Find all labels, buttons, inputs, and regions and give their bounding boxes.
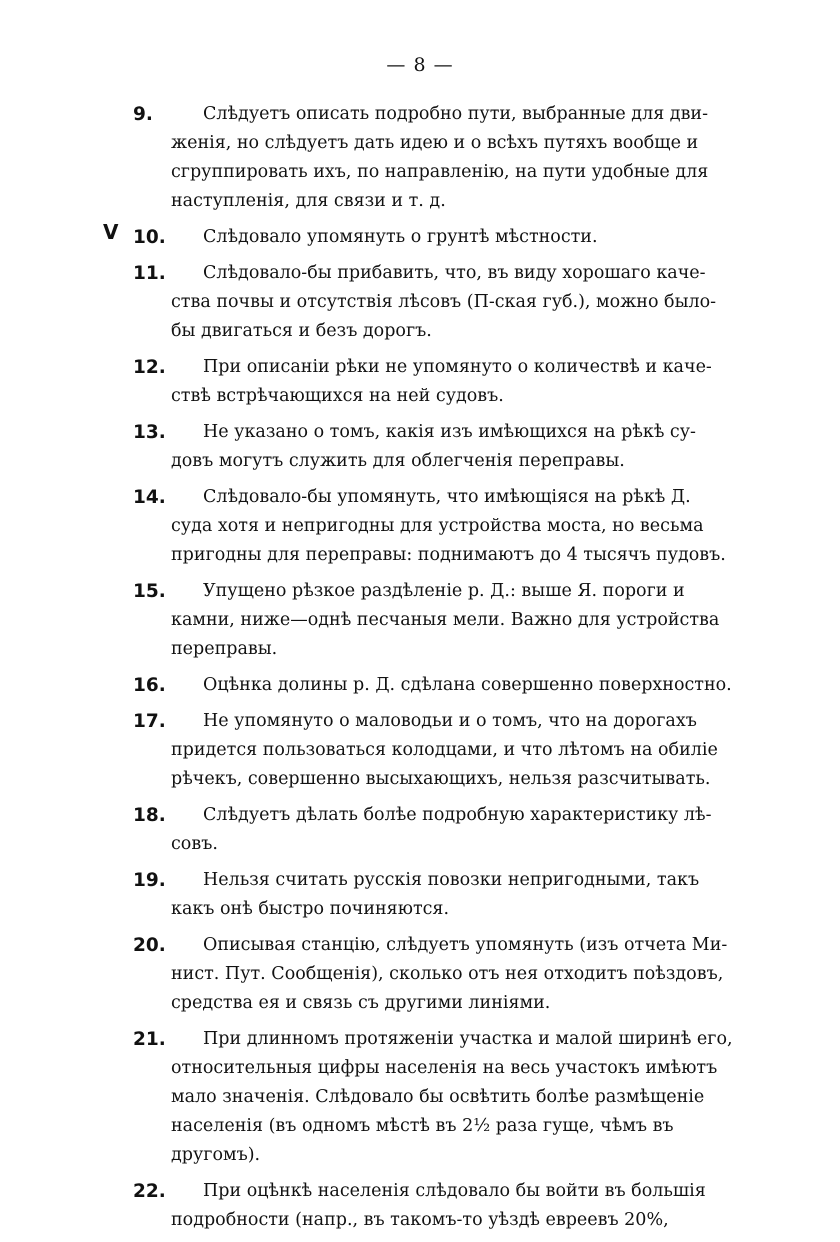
remark-text-line: средства ея и связь съ другими линіями. [171,993,551,1013]
remark-number: 13. [133,422,166,443]
remark-text-line: переправы. [171,639,278,659]
remark-text-line: наступленія, для связи и т. д. [171,191,446,211]
remark-item [0,801,840,859]
remark-text-line: Слѣдуетъ дѣлать болѣе подробную характеристику лѣ- [203,805,712,825]
remark-number: 14. [133,487,166,508]
remark-text-line: При описаніи рѣки не упомянуто о количествѣ и каче- [203,357,712,377]
remark-text-line: совъ. [171,834,218,854]
remark-text-line: довъ могутъ служить для облегченія переправы. [171,451,625,471]
remark-text-line: другомъ). [171,1145,261,1165]
margin-checkmark: V [103,220,119,244]
remark-text-line: какъ онѣ быстро починяются. [171,899,450,919]
remark-text-line: населенія (въ одномъ мѣстѣ въ 2½ раза гуще, чѣмъ въ [171,1116,674,1136]
remark-text-line: Нельзя считать русскія повозки непригодными, такъ [203,870,700,890]
remark-number: 10. [133,227,166,248]
remark-text-line: При длинномъ протяженіи участка и малой ширинѣ его, [203,1029,733,1049]
remark-item [0,100,840,216]
remark-item [0,418,840,476]
remark-item [0,1025,840,1170]
remark-number: 12. [133,357,166,378]
remark-text-line: придется пользоваться колодцами, и что лѣтомъ на обиліе [171,740,718,760]
remark-text-line: ства почвы и отсутствія лѣсовъ (П-ская губ.), можно было- [171,292,717,312]
remark-text-line: относительныя цифры населенія на весь участокъ имѣютъ [171,1058,718,1078]
remark-number: 9. [133,104,153,125]
remark-text-line: Оцѣнка долины р. Д. сдѣлана совершенно поверхностно. [203,675,732,695]
remark-text-line: бы двигаться и безъ дорогъ. [171,321,432,341]
remark-item [0,483,840,570]
remark-item [0,577,840,664]
remark-text-line: Описывая станцію, слѣдуетъ упомянуть (изъ отчета Ми- [203,935,728,955]
remark-number: 19. [133,870,166,891]
remark-text-line: рѣчекъ, совершенно высыхающихъ, нельзя разсчитывать. [171,769,711,789]
remark-number: 16. [133,675,166,696]
remark-item [0,259,840,346]
remark-text-line: Слѣдовало-бы упомянуть, что имѣющіяся на рѣкѣ Д. [203,487,691,507]
remark-number: 21. [133,1029,166,1050]
remark-item [0,671,840,700]
page-number: — 8 — [386,54,454,76]
remark-item [0,931,840,1018]
remark-item [0,1177,840,1235]
remark-number: 18. [133,805,166,826]
remark-text-line: Упущено рѣзкое раздѣленіе р. Д.: выше Я. пороги и [203,581,685,601]
remark-text-line: женія, но слѣдуетъ дать идею и о всѣхъ путяхъ вообще и [171,133,699,153]
remark-text-line: мало значенія. Слѣдовало бы освѣтить болѣе размѣщеніе [171,1087,705,1107]
remark-number: 20. [133,935,166,956]
remark-number: 17. [133,711,166,732]
remark-text-line: Слѣдовало упомянуть о грунтѣ мѣстности. [203,227,598,247]
remark-text-line: Слѣдуетъ описать подробно пути, выбранные для дви- [203,104,709,124]
remark-number: 15. [133,581,166,602]
remark-text-line: нист. Пут. Сообщенія), сколько отъ нея отходитъ поѣздовъ, [171,964,724,984]
remarks-list [0,100,840,1242]
remark-number: 22. [133,1181,166,1202]
remark-item [0,866,840,924]
remark-text-line: камни, ниже—однѣ песчаныя мели. Важно для устройства [171,610,720,630]
remark-item [0,707,840,794]
remark-text-line: ствѣ встрѣчающихся на ней судовъ. [171,386,504,406]
remark-number: 11. [133,263,166,284]
remark-text-line: сгруппировать ихъ, по направленію, на пути удобные для [171,162,709,182]
remark-text-line: Слѣдовало-бы прибавить, что, въ виду хорошаго каче- [203,263,706,283]
remark-item [0,220,840,252]
remark-item [0,353,840,411]
remark-text-line: При оцѣнкѣ населенія слѣдовало бы войти въ большія [203,1181,706,1201]
remark-text-line: подробности (напр., въ такомъ-то уѣздѣ евреевъ 20%, [171,1210,669,1230]
remark-text-line: Не указано о томъ, какія изъ имѣющихся на рѣкѣ су- [203,422,696,442]
remark-text-line: пригодны для переправы: поднимаютъ до 4 тысячъ пудовъ. [171,545,726,565]
remark-text-line: суда хотя и непригодны для устройства моста, но весьма [171,516,704,536]
remark-text-line: Не упомянуто о маловодьи и о томъ, что на дорогахъ [203,711,697,731]
